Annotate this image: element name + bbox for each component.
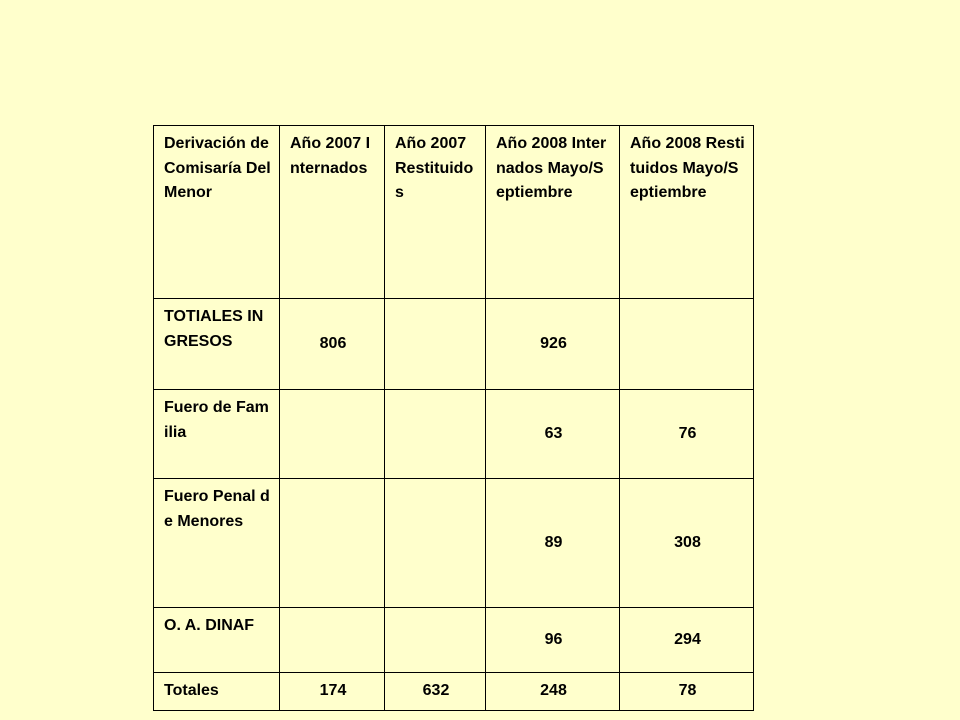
table-cell: 294: [620, 608, 754, 673]
header-cell: Año 2007 Restituidos: [385, 126, 486, 299]
totals-row: [154, 673, 754, 711]
row-label: TOTIALES INGRESOS: [154, 299, 280, 390]
table-cell: [385, 608, 486, 673]
table-row: [154, 299, 754, 390]
table-row: [154, 479, 754, 608]
table-cell: 926: [486, 299, 620, 390]
header-cell: Año 2008 Internados Mayo/Septiembre: [486, 126, 620, 299]
header-cell: Derivación de Comisaría Del Menor: [154, 126, 280, 299]
table-cell: 308: [620, 479, 754, 608]
table-row: [154, 390, 754, 479]
header-cell: Año 2007 Internados: [280, 126, 385, 299]
table-cell: [620, 299, 754, 390]
row-label: Fuero de Familia: [154, 390, 280, 479]
table-cell: [385, 390, 486, 479]
table-cell: [280, 608, 385, 673]
table-cell: 96: [486, 608, 620, 673]
table-cell: 174: [280, 673, 385, 711]
table-cell: [280, 390, 385, 479]
table-header-row: [154, 126, 754, 299]
row-label: O. A. DINAF: [154, 608, 280, 673]
header-cell: Año 2008 Restituidos Mayo/Septiembre: [620, 126, 754, 299]
row-label: Totales: [154, 673, 280, 711]
table-row: [154, 608, 754, 673]
table-cell: 78: [620, 673, 754, 711]
table-cell: 89: [486, 479, 620, 608]
table-cell: 63: [486, 390, 620, 479]
table-cell: [280, 479, 385, 608]
derivation-table: [153, 125, 754, 711]
table-cell: 248: [486, 673, 620, 711]
row-label: Fuero Penal de Menores: [154, 479, 280, 608]
table-cell: 76: [620, 390, 754, 479]
table-cell: 806: [280, 299, 385, 390]
table-cell: [385, 479, 486, 608]
table-cell: [385, 299, 486, 390]
table-cell: 632: [385, 673, 486, 711]
